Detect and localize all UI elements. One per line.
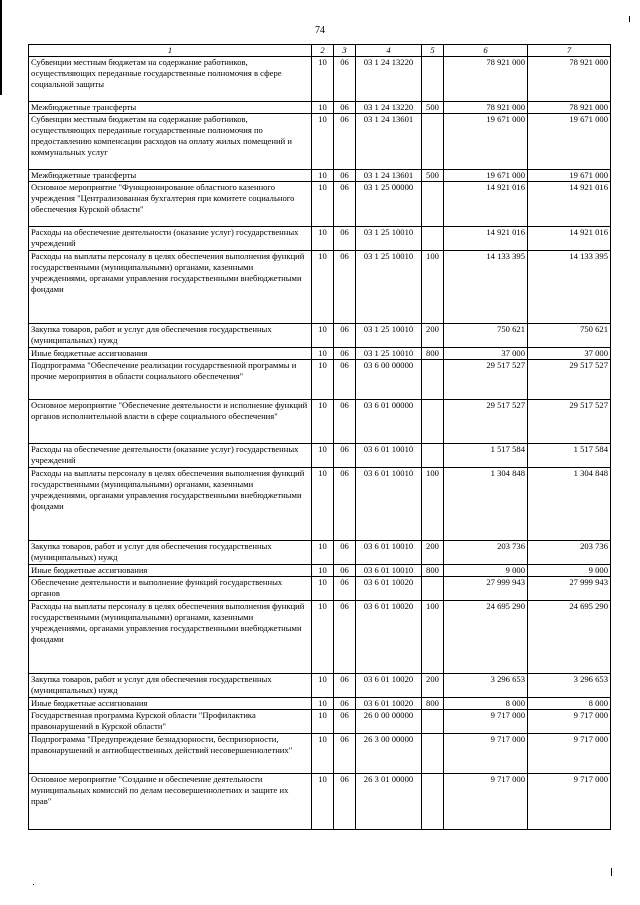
row-name: Обеспечение деятельности и выполнение функций государственных органов xyxy=(29,577,312,601)
row-section: 10 xyxy=(312,541,334,565)
row-name: Иные бюджетные ассигнования xyxy=(29,698,312,710)
row-target-article: 03 1 25 00000 xyxy=(356,182,422,227)
row-amount-2: 750 621 xyxy=(528,324,611,348)
row-amount-2: 29 517 527 xyxy=(528,400,611,444)
row-subsection: 06 xyxy=(334,541,356,565)
table-row xyxy=(29,102,611,114)
row-subsection: 06 xyxy=(334,57,356,102)
row-expense-type: 200 xyxy=(422,324,444,348)
row-expense-type xyxy=(422,57,444,102)
row-amount-1: 29 517 527 xyxy=(444,360,528,400)
row-amount-2: 19 671 000 xyxy=(528,170,611,182)
row-target-article: 26 0 00 00000 xyxy=(356,710,422,734)
row-subsection: 06 xyxy=(334,468,356,541)
table-row xyxy=(29,468,611,541)
row-target-article: 03 6 01 10020 xyxy=(356,698,422,710)
row-subsection: 06 xyxy=(334,444,356,468)
row-name: Основное мероприятие "Функционирование областного казенного учреждения "Централизованная бухгалтерия при комитете социального обеспечения Курской области" xyxy=(29,182,312,227)
row-name: Расходы на выплаты персоналу в целях обеспечения выполнения функций государственными (муниципальными) органами, казенными учреждениями, органами управления государственными внебюджетными фондами xyxy=(29,468,312,541)
page-number: 74 xyxy=(315,25,325,36)
row-name: Субвенции местным бюджетам на содержание работников, осуществляющих переданные государственные полномочия по предоставлению компенсации расходов на оплату жилых помещений и коммунальных услуг xyxy=(29,114,312,170)
column-header-4: 4 xyxy=(356,45,422,57)
row-target-article: 03 1 24 13601 xyxy=(356,170,422,182)
row-expense-type xyxy=(422,774,444,830)
row-name: Подпрограмма "Предупреждение безнадзорности, беспризорности, правонарушений и антиобщественных действий несовершеннолетних" xyxy=(29,734,312,774)
row-expense-type: 800 xyxy=(422,565,444,577)
table-row xyxy=(29,698,611,710)
row-amount-2: 78 921 000 xyxy=(528,102,611,114)
row-target-article: 03 6 01 10010 xyxy=(356,444,422,468)
row-amount-1: 27 999 943 xyxy=(444,577,528,601)
row-expense-type xyxy=(422,400,444,444)
column-header-1: 1 xyxy=(29,45,312,57)
row-amount-2: 3 296 653 xyxy=(528,674,611,698)
row-name: Иные бюджетные ассигнования xyxy=(29,565,312,577)
row-amount-2: 9 717 000 xyxy=(528,710,611,734)
row-subsection: 06 xyxy=(334,734,356,774)
row-amount-1: 29 517 527 xyxy=(444,400,528,444)
row-amount-2: 1 304 848 xyxy=(528,468,611,541)
row-subsection: 06 xyxy=(334,102,356,114)
row-name: Расходы на обеспечение деятельности (оказание услуг) государственных учреждений xyxy=(29,227,312,251)
row-name: Закупка товаров, работ и услуг для обеспечения государственных (муниципальных) нужд xyxy=(29,541,312,565)
row-amount-1: 3 296 653 xyxy=(444,674,528,698)
row-amount-2: 27 999 943 xyxy=(528,577,611,601)
row-subsection: 06 xyxy=(334,565,356,577)
row-target-article: 03 6 01 00000 xyxy=(356,400,422,444)
row-amount-1: 37 000 xyxy=(444,348,528,360)
row-expense-type: 200 xyxy=(422,674,444,698)
row-subsection: 06 xyxy=(334,698,356,710)
row-name: Субвенции местным бюджетам на содержание работников, осуществляющих переданные государственные полномочия в сфере социальной защиты xyxy=(29,57,312,102)
row-section: 10 xyxy=(312,170,334,182)
row-amount-2: 29 517 527 xyxy=(528,360,611,400)
row-amount-1: 9 717 000 xyxy=(444,774,528,830)
row-section: 10 xyxy=(312,114,334,170)
row-expense-type xyxy=(422,577,444,601)
row-target-article: 03 6 01 10020 xyxy=(356,577,422,601)
row-amount-2: 9 717 000 xyxy=(528,774,611,830)
row-expense-type xyxy=(422,734,444,774)
row-expense-type xyxy=(422,227,444,251)
table-row xyxy=(29,348,611,360)
row-section: 10 xyxy=(312,468,334,541)
row-amount-2: 14 921 016 xyxy=(528,227,611,251)
table-row xyxy=(29,541,611,565)
table-row xyxy=(29,170,611,182)
row-name: Основное мероприятие "Обеспечение деятельности и исполнение функций органов исполнительной власти в сфере социального обеспечения" xyxy=(29,400,312,444)
table-row xyxy=(29,251,611,324)
row-section: 10 xyxy=(312,182,334,227)
row-name: Межбюджетные трансферты xyxy=(29,170,312,182)
row-target-article: 03 1 25 10010 xyxy=(356,324,422,348)
scan-artifact-bottom-left xyxy=(33,884,34,885)
row-section: 10 xyxy=(312,565,334,577)
row-section: 10 xyxy=(312,774,334,830)
row-name: Закупка товаров, работ и услуг для обеспечения государственных (муниципальных) нужд xyxy=(29,674,312,698)
table-row xyxy=(29,774,611,830)
table-row xyxy=(29,444,611,468)
table-row xyxy=(29,57,611,102)
row-target-article: 26 3 01 00000 xyxy=(356,774,422,830)
row-amount-1: 19 671 000 xyxy=(444,114,528,170)
table-row xyxy=(29,182,611,227)
row-subsection: 06 xyxy=(334,674,356,698)
row-amount-2: 14 921 016 xyxy=(528,182,611,227)
row-name: Расходы на выплаты персоналу в целях обеспечения выполнения функций государственными (муниципальными) органами, казенными учреждениями, органами управления государственными внебюджетными фондами xyxy=(29,251,312,324)
row-subsection: 06 xyxy=(334,324,356,348)
row-section: 10 xyxy=(312,360,334,400)
row-section: 10 xyxy=(312,251,334,324)
scan-artifact-left xyxy=(0,0,2,95)
budget-table xyxy=(28,44,611,830)
table-row xyxy=(29,114,611,170)
row-expense-type: 100 xyxy=(422,468,444,541)
table-row xyxy=(29,674,611,698)
row-section: 10 xyxy=(312,601,334,674)
row-target-article: 03 6 01 10010 xyxy=(356,565,422,577)
row-expense-type: 500 xyxy=(422,102,444,114)
row-name: Межбюджетные трансферты xyxy=(29,102,312,114)
row-target-article: 03 6 01 10010 xyxy=(356,541,422,565)
row-subsection: 06 xyxy=(334,774,356,830)
table-row xyxy=(29,734,611,774)
row-amount-2: 9 717 000 xyxy=(528,734,611,774)
row-target-article: 03 1 24 13220 xyxy=(356,102,422,114)
row-target-article: 03 1 25 10010 xyxy=(356,348,422,360)
column-header-7: 7 xyxy=(528,45,611,57)
row-target-article: 03 1 24 13601 xyxy=(356,114,422,170)
row-amount-1: 78 921 000 xyxy=(444,57,528,102)
row-subsection: 06 xyxy=(334,251,356,324)
row-name: Расходы на обеспечение деятельности (оказание услуг) государственных учреждений xyxy=(29,444,312,468)
row-section: 10 xyxy=(312,698,334,710)
row-subsection: 06 xyxy=(334,360,356,400)
row-section: 10 xyxy=(312,674,334,698)
row-section: 10 xyxy=(312,348,334,360)
row-expense-type xyxy=(422,710,444,734)
row-amount-2: 9 000 xyxy=(528,565,611,577)
row-amount-1: 24 695 290 xyxy=(444,601,528,674)
row-expense-type: 200 xyxy=(422,541,444,565)
table-row xyxy=(29,710,611,734)
row-subsection: 06 xyxy=(334,577,356,601)
row-section: 10 xyxy=(312,324,334,348)
row-section: 10 xyxy=(312,734,334,774)
table-row xyxy=(29,360,611,400)
row-target-article: 26 3 00 00000 xyxy=(356,734,422,774)
column-header-2: 2 xyxy=(312,45,334,57)
column-header-5: 5 xyxy=(422,45,444,57)
scan-artifact-top-right xyxy=(629,16,630,22)
row-expense-type: 800 xyxy=(422,698,444,710)
row-expense-type: 500 xyxy=(422,170,444,182)
table-row xyxy=(29,577,611,601)
row-subsection: 06 xyxy=(334,170,356,182)
row-target-article: 03 1 24 13220 xyxy=(356,57,422,102)
row-target-article: 03 6 01 10010 xyxy=(356,468,422,541)
row-name: Расходы на выплаты персоналу в целях обеспечения выполнения функций государственными (муниципальными) органами, казенными учреждениями, органами управления государственными внебюджетными фондами xyxy=(29,601,312,674)
row-expense-type: 100 xyxy=(422,601,444,674)
row-target-article: 03 6 00 00000 xyxy=(356,360,422,400)
scan-artifact-bottom-right xyxy=(611,868,612,876)
row-target-article: 03 6 01 10020 xyxy=(356,601,422,674)
row-amount-2: 24 695 290 xyxy=(528,601,611,674)
row-name: Государственная программа Курской области "Профилактика правонарушений в Курской области" xyxy=(29,710,312,734)
column-header-3: 3 xyxy=(334,45,356,57)
row-amount-1: 19 671 000 xyxy=(444,170,528,182)
row-section: 10 xyxy=(312,444,334,468)
table-row xyxy=(29,227,611,251)
row-amount-2: 19 671 000 xyxy=(528,114,611,170)
row-amount-1: 9 717 000 xyxy=(444,710,528,734)
row-subsection: 06 xyxy=(334,348,356,360)
row-amount-1: 14 921 016 xyxy=(444,182,528,227)
row-amount-1: 14 133 395 xyxy=(444,251,528,324)
row-expense-type: 800 xyxy=(422,348,444,360)
row-amount-2: 203 736 xyxy=(528,541,611,565)
row-section: 10 xyxy=(312,227,334,251)
row-expense-type: 100 xyxy=(422,251,444,324)
row-amount-2: 37 000 xyxy=(528,348,611,360)
row-amount-1: 750 621 xyxy=(444,324,528,348)
row-amount-1: 78 921 000 xyxy=(444,102,528,114)
row-subsection: 06 xyxy=(334,182,356,227)
table-row xyxy=(29,324,611,348)
row-target-article: 03 6 01 10020 xyxy=(356,674,422,698)
row-amount-1: 8 000 xyxy=(444,698,528,710)
row-expense-type xyxy=(422,114,444,170)
column-header-6: 6 xyxy=(444,45,528,57)
row-amount-1: 203 736 xyxy=(444,541,528,565)
row-subsection: 06 xyxy=(334,601,356,674)
row-subsection: 06 xyxy=(334,227,356,251)
row-section: 10 xyxy=(312,400,334,444)
row-subsection: 06 xyxy=(334,114,356,170)
row-amount-2: 8 000 xyxy=(528,698,611,710)
table-row xyxy=(29,601,611,674)
row-section: 10 xyxy=(312,102,334,114)
header-row xyxy=(29,45,611,57)
row-section: 10 xyxy=(312,57,334,102)
row-expense-type xyxy=(422,444,444,468)
row-target-article: 03 1 25 10010 xyxy=(356,251,422,324)
row-amount-2: 78 921 000 xyxy=(528,57,611,102)
table-row xyxy=(29,565,611,577)
row-target-article: 03 1 25 10010 xyxy=(356,227,422,251)
row-name: Закупка товаров, работ и услуг для обеспечения государственных (муниципальных) нужд xyxy=(29,324,312,348)
table-row xyxy=(29,400,611,444)
row-amount-1: 9 717 000 xyxy=(444,734,528,774)
row-section: 10 xyxy=(312,577,334,601)
row-amount-1: 9 000 xyxy=(444,565,528,577)
row-subsection: 06 xyxy=(334,710,356,734)
row-name: Подпрограмма "Обеспечение реализации государственной программы и прочие мероприятия в области социального обеспечения" xyxy=(29,360,312,400)
row-section: 10 xyxy=(312,710,334,734)
row-name: Иные бюджетные ассигнования xyxy=(29,348,312,360)
row-expense-type xyxy=(422,360,444,400)
row-subsection: 06 xyxy=(334,400,356,444)
row-amount-1: 1 517 584 xyxy=(444,444,528,468)
row-name: Основное мероприятие "Создание и обеспечение деятельности муниципальных комиссий по делам несовершеннолетних и защите их прав" xyxy=(29,774,312,830)
row-amount-1: 14 921 016 xyxy=(444,227,528,251)
row-amount-1: 1 304 848 xyxy=(444,468,528,541)
row-amount-2: 1 517 584 xyxy=(528,444,611,468)
row-expense-type xyxy=(422,182,444,227)
row-amount-2: 14 133 395 xyxy=(528,251,611,324)
